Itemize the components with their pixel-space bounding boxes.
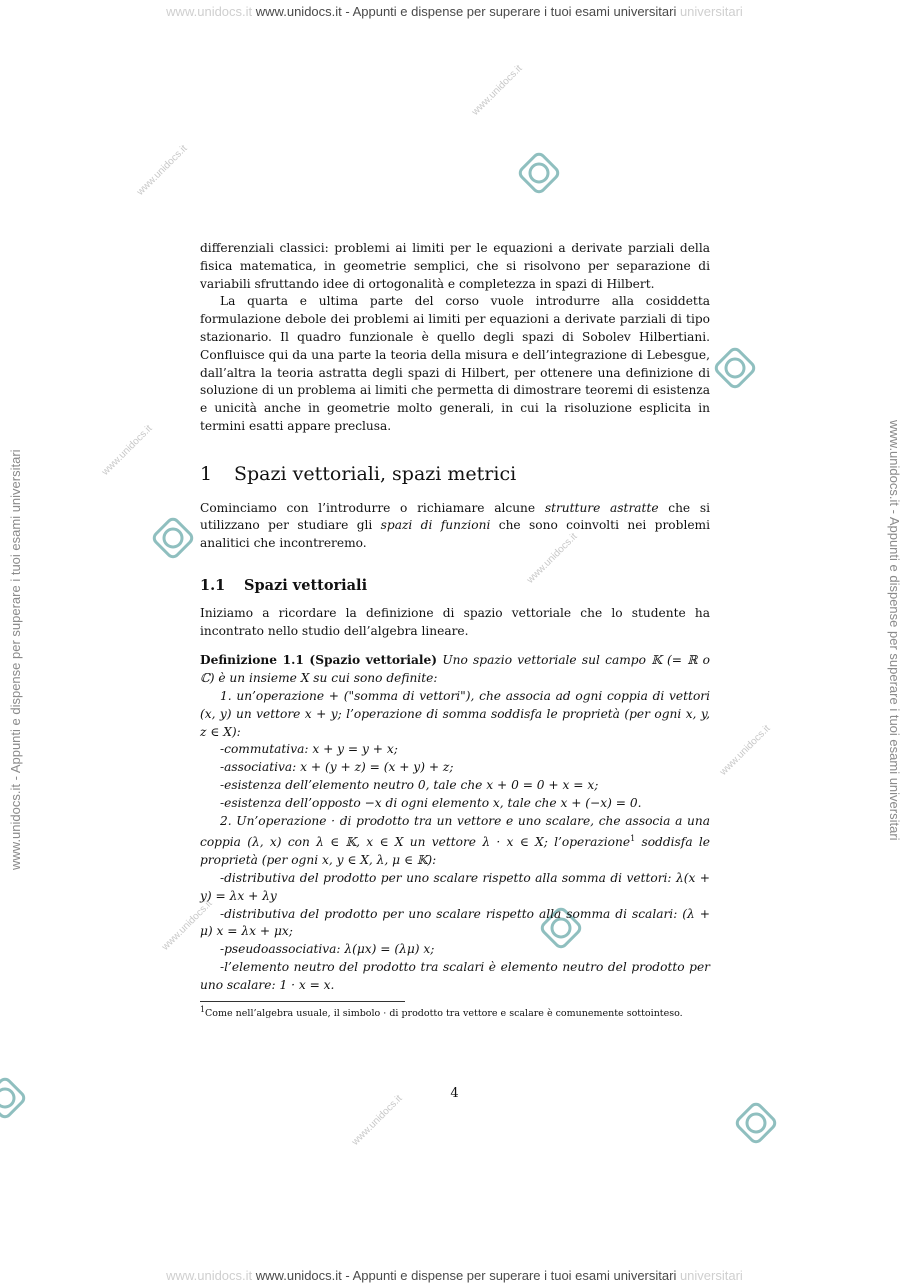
watermark-ghost-text: universitari <box>679 1268 743 1283</box>
unidocs-logo-icon <box>150 515 196 561</box>
subsection-heading <box>200 577 710 595</box>
watermark-diagonal: www.unidocs.it <box>470 63 525 118</box>
emphasis-text: strutture astratte <box>544 500 659 515</box>
definition-operation-2 <box>200 813 710 870</box>
watermark-diagonal: www.unidocs.it <box>160 898 215 953</box>
watermark-ghost-text: universitari <box>679 4 743 19</box>
subsection-paragraph: Iniziamo a ricordare la definizione di spazio vettoriale che lo studente ha incontrato nello studio dell’algebra lineare. <box>200 605 710 638</box>
text-run: che si utilizzano per studiare gli <box>200 500 710 533</box>
section-intro-paragraph <box>200 500 710 553</box>
watermark-top-banner <box>0 4 909 19</box>
list-item: -esistenza dell’elemento neutro 0, tale che x + 0 = 0 + x = x; <box>220 777 599 792</box>
subsection-number: 1.1 <box>200 576 226 594</box>
definition-heading: Definizione 1.1 (Spazio vettoriale) <box>200 653 438 668</box>
footnote-marker: 1 <box>200 1004 206 1014</box>
list-item: -distributiva del prodotto per uno scalare rispetto alla somma di vettori: λ(x + y) = λx + λy <box>200 870 710 903</box>
watermark-bottom-banner <box>0 1268 909 1283</box>
watermark-banner-text: www.unidocs.it - Appunti e dispense per superare i tuoi esami universitari <box>255 4 677 19</box>
document-body <box>200 240 710 1020</box>
list-item: -distributiva del prodotto per uno scalare rispetto alla somma di scalari: (λ + μ) x = λx + μx; <box>200 906 710 939</box>
watermark-diagonal: www.unidocs.it <box>100 423 155 478</box>
watermark-ghost-text: www.unidocs.it <box>166 4 253 19</box>
footnote-text: Come nell’algebra usuale, il simbolo · di prodotto tra vettore e scalare è comunemente sottointeso. <box>205 1007 683 1019</box>
watermark-diagonal: www.unidocs.it <box>525 531 580 586</box>
definition-operation-1: 1. un’operazione + ("somma di vettori"), che associa ad ogni coppia di vettori (x, y) un vettore x + y; l’operazione di somma soddisfa le proprietà (per ogni x, y, z ∈ X): <box>200 688 710 739</box>
watermark-diagonal: www.unidocs.it <box>135 143 190 198</box>
page-number: 4 <box>450 1086 459 1101</box>
list-item: -l’elemento neutro del prodotto tra scalari è elemento neutro del prodotto per uno scalare: 1 · x = x. <box>200 959 710 992</box>
section-number: 1 <box>200 462 213 485</box>
list-item: -commutativa: x + y = y + x; <box>220 742 398 757</box>
list-item: -associativa: x + (y + z) = (x + y) + z; <box>220 760 454 775</box>
intro-paragraph-1: differenziali classici: problemi ai limiti per le equazioni a derivate parziali della fisica matematica, in geometrie semplici, che si risolvono per separazione di variabili sfruttando idee di ortogonalità e completezza in spazi di Hilbert. <box>200 241 710 291</box>
watermark-left-vertical: www.unidocs.it - Appunti e dispense per superare i tuoi esami universitari <box>8 449 23 870</box>
section-title: Spazi vettoriali, spazi metrici <box>234 462 517 485</box>
text-run: soddisfa le proprietà (per ogni x, y ∈ X, λ, μ ∈ 𝕂): <box>200 835 710 868</box>
text-run: 2. Un’operazione · di prodotto tra un vettore e uno scalare, che associa a una coppia (λ, x) con λ ∈ 𝕂, x ∈ X un vettore λ · x ∈ X; l’operazione <box>200 813 710 850</box>
footnote-marker: 1 <box>630 834 636 844</box>
definition-intro: Uno spazio vettoriale sul campo 𝕂 (= ℝ o ℂ) è un insieme X su cui sono definite: <box>200 653 711 686</box>
footnote-divider <box>200 1001 405 1002</box>
text-run: Cominciamo con l’introdurre o richiamare alcune <box>200 500 545 515</box>
unidocs-logo-icon <box>733 1100 779 1146</box>
footnote <box>200 1004 710 1021</box>
watermark-diagonal: www.unidocs.it <box>718 723 773 778</box>
watermark-banner-text: www.unidocs.it - Appunti e dispense per superare i tuoi esami universitari <box>255 1268 677 1283</box>
text-run: che sono coinvolti nei problemi analitici che incontreremo. <box>200 518 711 551</box>
intro-paragraph-2: La quarta e ultima parte del corso vuole introdurre alla cosiddetta formulazione debole dei problemi ai limiti per equazioni a derivate parziali di tipo stazionario. Il quadro funzionale è quello degli spazi di Sobolev Hilbertiani. Confluisce qui da una parte la teoria della misura e dell’integrazione di Lebesgue, dall’altra la teoria astratta degli spazi di Hilbert, per ottenere una definizione di soluzione di un problema ai limiti che permetta di dimostrare teoremi di esistenza e unicità anche in geometrie molto generali, in cui la risoluzione esplicita in termini esatti appare preclusa. <box>200 294 710 433</box>
emphasis-text: spazi di funzioni <box>380 518 491 533</box>
watermark-right-vertical: www.unidocs.it - Appunti e dispense per superare i tuoi esami universitari <box>887 420 902 841</box>
watermark-diagonal: www.unidocs.it <box>350 1093 405 1148</box>
section-heading <box>200 462 710 485</box>
watermark-ghost-text: www.unidocs.it <box>166 1268 253 1283</box>
list-item: -esistenza dell’opposto −x di ogni elemento x, tale che x + (−x) = 0. <box>220 795 642 810</box>
unidocs-logo-icon <box>516 150 562 196</box>
list-item: -pseudoassociativa: λ(μx) = (λμ) x; <box>220 942 435 957</box>
definition-block <box>200 652 710 994</box>
unidocs-logo-icon <box>712 345 758 391</box>
subsection-title: Spazi vettoriali <box>244 576 368 594</box>
